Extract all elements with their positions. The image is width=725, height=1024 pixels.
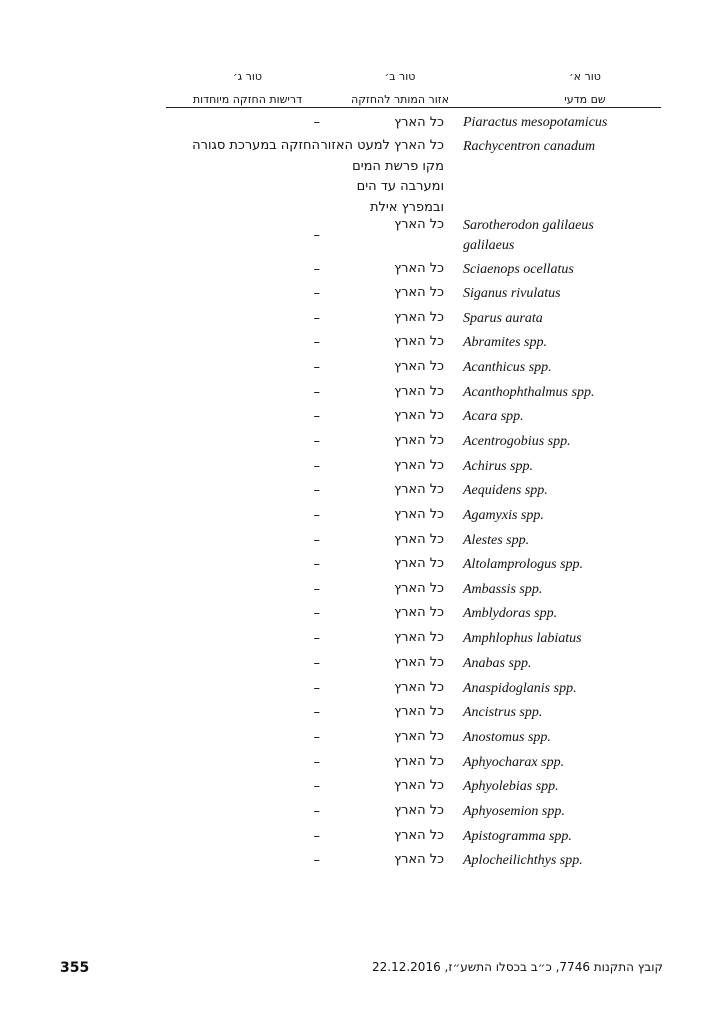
- special-requirements: –: [313, 804, 320, 819]
- permitted-area: כל הארץ: [394, 482, 444, 497]
- special-requirements: –: [313, 286, 320, 301]
- special-requirements: –: [313, 508, 320, 523]
- permitted-area: כל הארץ: [394, 310, 444, 325]
- special-requirements: –: [313, 606, 320, 621]
- scientific-name: Aphyocharax spp.: [463, 755, 565, 770]
- permitted-area: כל הארץ: [394, 334, 444, 349]
- col-a-subtitle: שם מדעי: [564, 93, 606, 106]
- special-requirements: –: [313, 483, 320, 498]
- scientific-name: Aequidens spp.: [463, 483, 548, 498]
- permitted-area: כל הארץ: [394, 115, 444, 130]
- scientific-name: Acanthophthalmus spp.: [463, 385, 595, 400]
- scientific-name: Ancistrus spp.: [463, 705, 543, 720]
- scientific-name: Alestes spp.: [463, 533, 530, 548]
- permitted-area: כל הארץ: [394, 605, 444, 620]
- header-rule: [166, 107, 661, 108]
- special-requirements: –: [313, 656, 320, 671]
- permitted-area: כל הארץ: [394, 556, 444, 571]
- scientific-name: Amphlophus labiatus: [463, 631, 582, 646]
- permitted-area: כל הארץ: [394, 408, 444, 423]
- permitted-area: כל הארץ: [394, 754, 444, 769]
- special-requirements: –: [313, 533, 320, 548]
- scientific-name: Siganus rivulatus: [463, 286, 561, 301]
- gazette-reference: קובץ התקנות 7746, כ״ב בכסלו התשע״ז, 22.12.2016: [372, 960, 663, 974]
- special-requirements: –: [313, 582, 320, 597]
- special-requirements: –: [313, 853, 320, 868]
- scientific-name: Acentrogobius spp.: [463, 434, 571, 449]
- special-requirements: –: [313, 434, 320, 449]
- permitted-area: כל הארץ: [394, 359, 444, 374]
- col-c-subtitle: דרישות החזקה מיוחדות: [192, 93, 303, 106]
- special-requirements: –: [313, 557, 320, 572]
- special-requirements: –: [313, 705, 320, 720]
- special-requirements: –: [313, 459, 320, 474]
- permitted-area: כל הארץ: [394, 507, 444, 522]
- permitted-area: כל הארץ: [394, 384, 444, 399]
- permitted-area: כל הארץ: [394, 458, 444, 473]
- special-requirements: –: [313, 779, 320, 794]
- page-number: 355: [60, 960, 90, 976]
- scientific-name: Abramites spp.: [463, 335, 547, 350]
- special-requirements: –: [313, 228, 320, 243]
- col-b-subtitle: אזור המותר להחזקה: [351, 93, 449, 106]
- permitted-area: כל הארץ: [394, 704, 444, 719]
- permitted-area: כל הארץ: [394, 828, 444, 843]
- scientific-name: Agamyxis spp.: [463, 508, 544, 523]
- scientific-name: Piaractus mesopotamicus: [463, 115, 608, 130]
- special-requirements: –: [313, 409, 320, 424]
- permitted-area: כל הארץ: [394, 630, 444, 645]
- special-requirements: –: [313, 681, 320, 696]
- special-requirements: –: [313, 311, 320, 326]
- scientific-name: Acanthicus spp.: [463, 360, 552, 375]
- permitted-area: כל הארץ: [394, 729, 444, 744]
- permitted-area: כל הארץ: [394, 852, 444, 867]
- special-requirements: –: [313, 115, 320, 130]
- special-requirements: –: [313, 360, 320, 375]
- special-requirements: –: [313, 335, 320, 350]
- permitted-area: כל הארץ: [394, 803, 444, 818]
- permitted-area: כל הארץ: [394, 655, 444, 670]
- special-requirements: –: [313, 730, 320, 745]
- special-requirements: –: [313, 829, 320, 844]
- scientific-name: Altolamprologus spp.: [463, 557, 584, 572]
- permitted-area: כל הארץ: [394, 778, 444, 793]
- scientific-name: Aphyosemion spp.: [463, 804, 565, 819]
- permitted-area: כל הארץ: [394, 680, 444, 695]
- scientific-name: Achirus spp.: [463, 459, 533, 474]
- col-a-title: טור א׳: [569, 70, 601, 83]
- scientific-name: Rachycentron canadum: [463, 139, 596, 154]
- scientific-name: Anabas spp.: [463, 656, 532, 671]
- scientific-name: Anaspidoglanis spp.: [463, 681, 577, 696]
- special-requirements: –: [313, 631, 320, 646]
- scientific-name: Amblydoras spp.: [463, 606, 558, 621]
- special-requirements: –: [313, 385, 320, 400]
- scientific-name: Sciaenops ocellatus: [463, 262, 574, 277]
- permitted-area: כל הארץ: [394, 433, 444, 448]
- col-c-title: טור ג׳: [233, 70, 262, 83]
- scientific-name: Sparus aurata: [463, 311, 543, 326]
- permitted-area: כל הארץ למעט האזור מקו פרשת המים ומערבה עד הים ובמפרץ אילת: [320, 138, 444, 215]
- col-b-title: טור ב׳: [384, 70, 416, 83]
- special-requirements: החזקה במערכת סגורה: [192, 138, 320, 153]
- scientific-name: Anostomus spp.: [463, 730, 551, 745]
- scientific-name: Acara spp.: [463, 409, 524, 424]
- permitted-area: כל הארץ: [394, 261, 444, 276]
- permitted-area: כל הארץ: [394, 581, 444, 596]
- scientific-name: Aplocheilichthys spp.: [463, 853, 583, 868]
- scientific-name: Sarotherodon galilaeus galilaeus: [463, 218, 594, 253]
- scientific-name: Ambassis spp.: [463, 582, 543, 597]
- permitted-area: כל הארץ: [394, 532, 444, 547]
- special-requirements: –: [313, 755, 320, 770]
- scientific-name: Aphyolebias spp.: [463, 779, 559, 794]
- permitted-area: כל הארץ: [394, 217, 444, 232]
- special-requirements: –: [313, 262, 320, 277]
- scientific-name: Apistogramma spp.: [463, 829, 572, 844]
- permitted-area: כל הארץ: [394, 285, 444, 300]
